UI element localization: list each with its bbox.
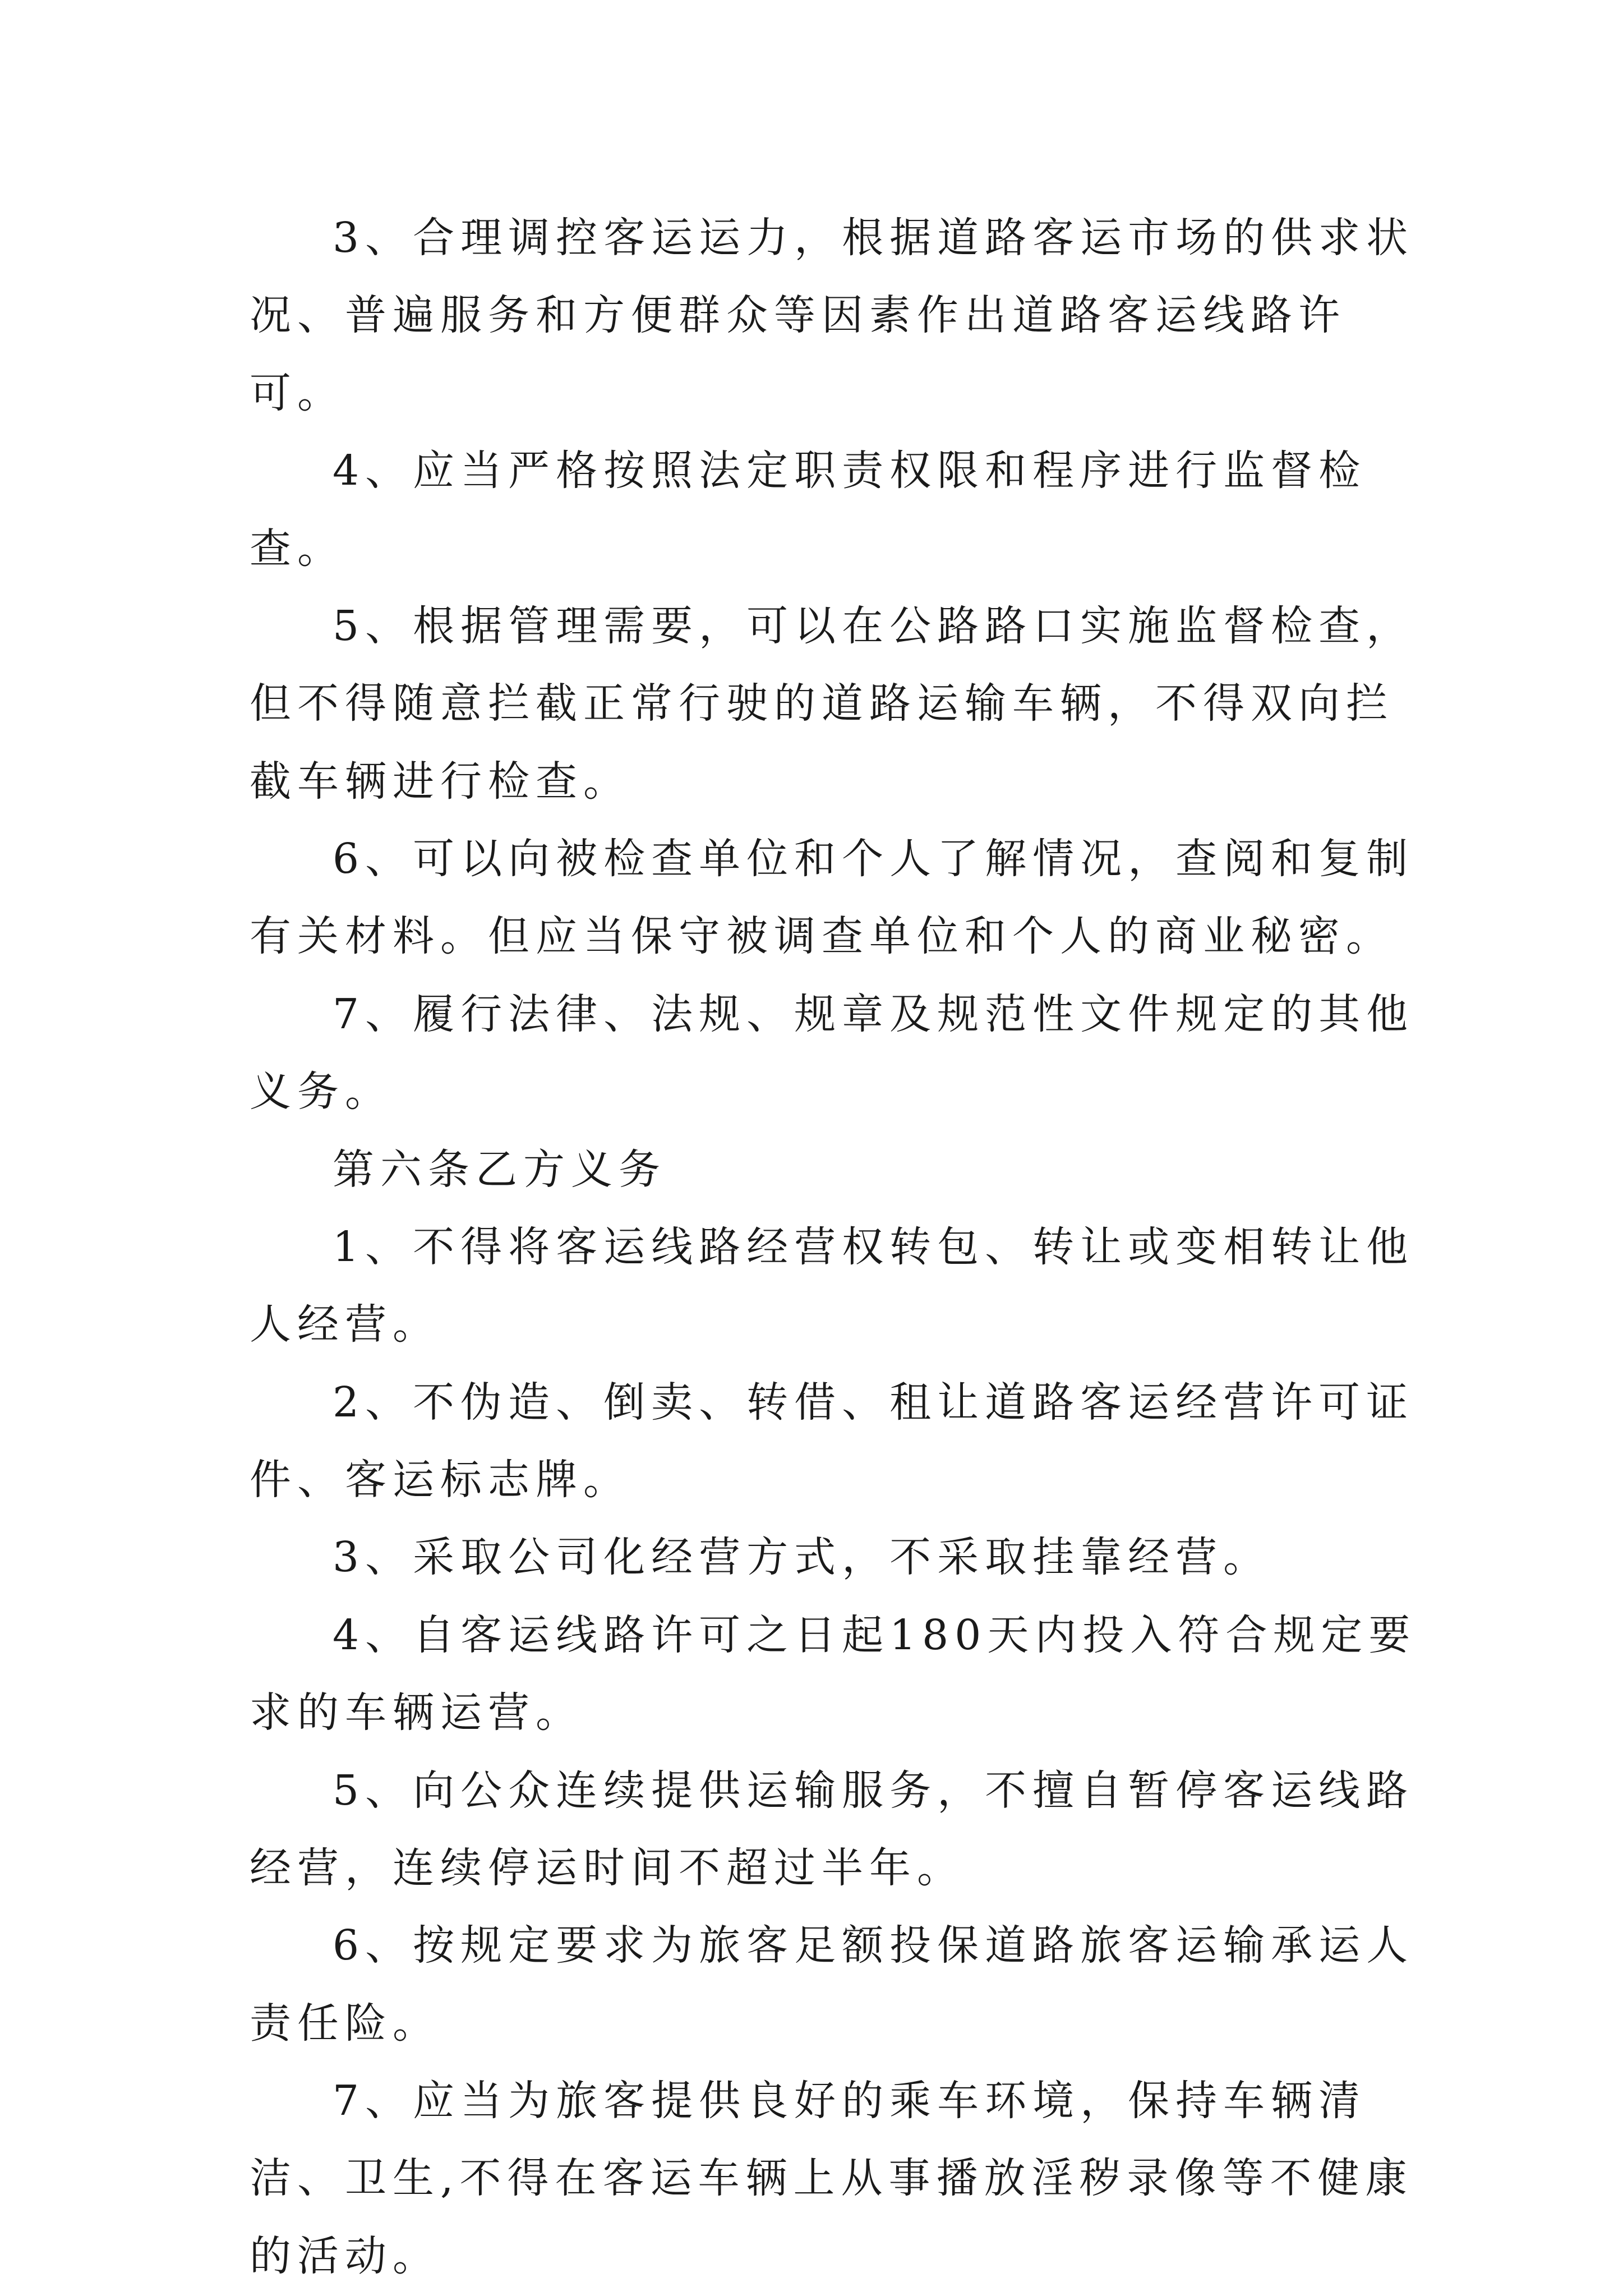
paragraph-duty-7: 7、履行法律、法规、规章及规范性文件规定的其他义务。: [250, 990, 1414, 1116]
paragraph-duty-3: 3、合理调控客运运力，根据道路客运市场的供求状况、普遍服务和方便群众等因素作出道路客运线路许可。: [250, 214, 1414, 417]
section-heading-article-6: 第六条乙方义务: [333, 1145, 666, 1194]
document-body: [250, 199, 1422, 2295]
paragraph-duty-6: 6、可以向被检查单位和个人了解情况，查阅和复制有关材料。但应当保守被调查单位和个人的商业秘密。: [250, 835, 1414, 961]
paragraph-party-b-duty-1: 1、不得将客运线路经营权转包、转让或变相转让他人经营。: [250, 1222, 1414, 1349]
paragraph-party-b-duty-2: 2、不伪造、倒卖、转借、租让道路客运经营许可证件、客运标志牌。: [250, 1378, 1414, 1504]
paragraph-party-b-duty-7: 7、应当为旅客提供良好的乘车环境，保持车辆清洁、卫生,不得在客运车辆上从事播放淫秽录像等不健康的活动。: [250, 2077, 1413, 2280]
paragraph-party-b-duty-6: 6、按规定要求为旅客足额投保道路旅客运输承运人责任险。: [250, 1921, 1414, 2047]
paragraph-duty-5: 5、根据管理需要，可以在公路路口实施监督检查，但不得随意拦截正常行驶的道路运输车辆，不得双向拦截车辆进行检查。: [250, 601, 1414, 806]
paragraph-party-b-duty-5: 5、向公众连续提供运输服务，不擅自暂停客运线路经营，连续停运时间不超过半年。: [250, 1766, 1414, 1892]
paragraph-duty-4: 4、应当严格按照法定职责权限和程序进行监督检查。: [250, 447, 1367, 573]
paragraph-party-b-duty-3: 3、采取公司化经营方式，不采取挂靠经营。: [333, 1533, 1271, 1582]
paragraph-party-b-duty-4: 4、自客运线路许可之日起180天内投入符合规定要求的车辆运营。: [250, 1611, 1417, 1737]
